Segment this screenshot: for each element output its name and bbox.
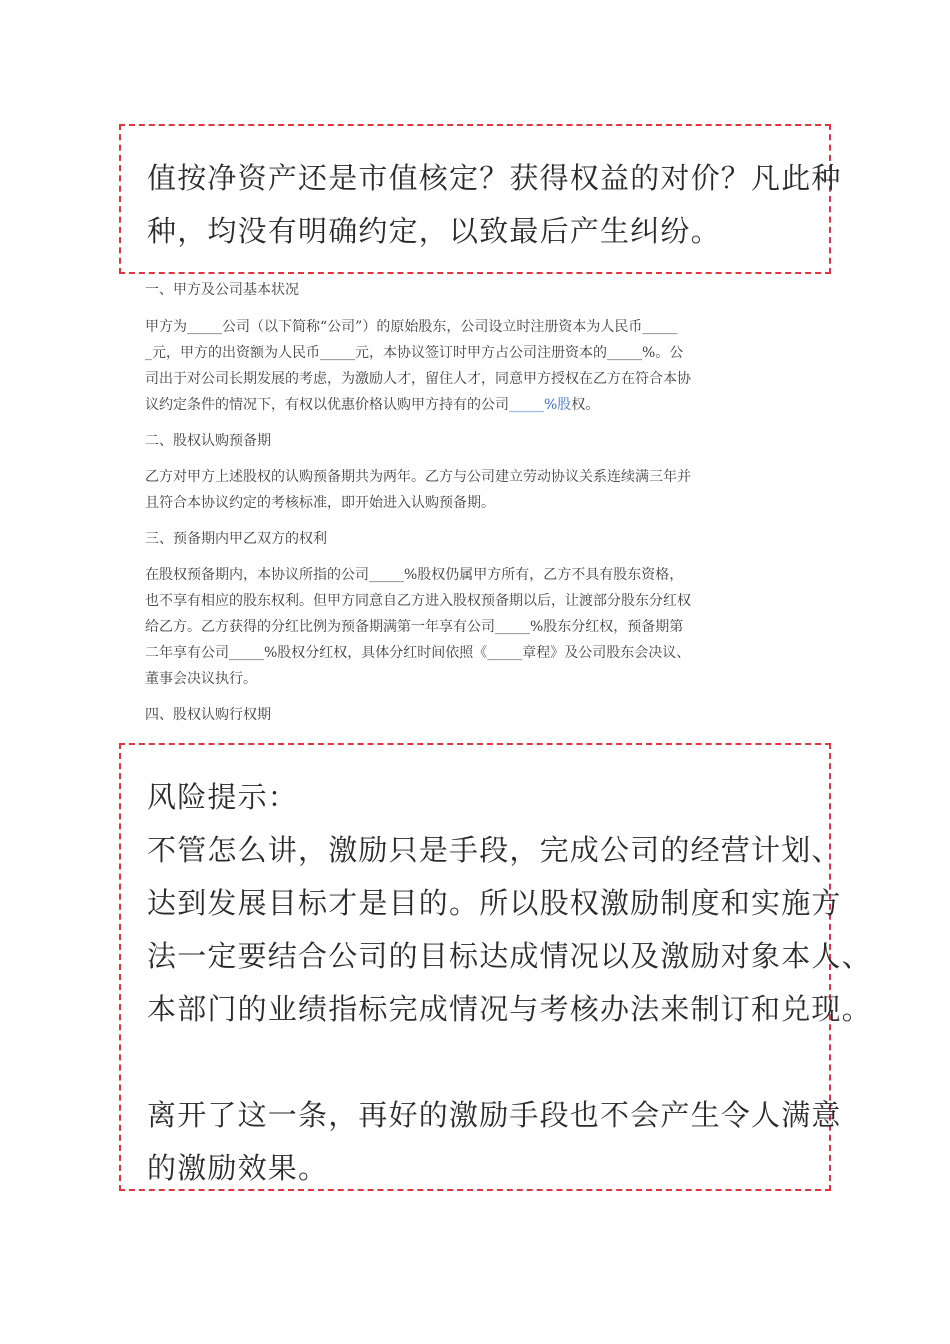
paragraph-line: _元，甲方的出资额为人民币_____元，本协议签订时甲方占公司注册资本的_____%。公 <box>145 345 684 361</box>
equity-share-link[interactable]: _____%股 <box>509 397 572 413</box>
callout-line: 离开了这一条，再好的激励手段也不会产生令人满意 <box>147 1098 842 1132</box>
paragraph-line: 司出于对公司长期发展的考虑，为激励人才，留住人才，同意甲方授权在乙方在符合本协 <box>145 371 691 387</box>
paragraph-line <box>145 392 805 418</box>
paragraph-line: 也不享有相应的股东权利。但甲方同意自乙方进入股权预备期以后，让渡部分股东分红权 <box>145 593 691 609</box>
callout-line: 不管怎么讲，激励只是手段，完成公司的经营计划、 <box>147 833 842 867</box>
section-paragraph <box>145 562 805 692</box>
callout-line: 的激励效果。 <box>147 1151 329 1185</box>
risk-warning-text <box>147 1089 842 1195</box>
section-paragraph <box>145 464 805 516</box>
section-heading: 三、预备期内甲乙双方的权利 <box>145 531 327 547</box>
paragraph-line: 乙方对甲方上述股权的认购预备期共为两年。乙方与公司建立劳动协议关系连续满三年并 <box>145 469 691 485</box>
section-paragraph <box>145 314 805 418</box>
contract-body <box>145 275 805 728</box>
callout-box-top <box>119 124 842 274</box>
paragraph-line: 且符合本协议约定的考核标准，即开始进入认购预备期。 <box>145 495 495 511</box>
paragraph-text: 议约定条件的情况下，有权以优惠价格认购甲方持有的公司 <box>145 397 509 413</box>
paragraph-line: 甲方为_____公司（以下简称“公司”）的原始股东，公司设立时注册资本为人民币_____ <box>145 319 678 335</box>
callout-line: 法一定要结合公司的目标达成情况以及激励对象本人、 <box>147 939 872 973</box>
paragraph-line: 董事会决议执行。 <box>145 671 257 687</box>
paragraph-text: 权。 <box>571 397 600 413</box>
callout-line: 种，均没有明确约定，以致最后产生纠纷。 <box>147 214 721 248</box>
callout-text <box>147 152 842 258</box>
paragraph-line: 给乙方。乙方获得的分红比例为预备期满第一年享有公司_____%股东分红权，预备期第 <box>145 619 684 635</box>
callout-line: 达到发展目标才是目的。所以股权激励制度和实施方 <box>147 886 842 920</box>
risk-warning-box <box>119 743 872 1191</box>
section-heading: 四、股权认购行权期 <box>145 707 271 723</box>
paragraph-line: 在股权预备期内，本协议所指的公司_____%股权仍属甲方所有，乙方不具有股东资格， <box>145 567 684 583</box>
section-heading: 二、股权认购预备期 <box>145 433 271 449</box>
risk-warning-title: 风险提示： <box>147 780 299 814</box>
paragraph-gap <box>147 1036 829 1089</box>
callout-line: 本部门的业绩指标完成情况与考核办法来制订和兑现。 <box>147 992 872 1026</box>
paragraph-line: 二年享有公司_____%股权分红权，具体分红时间依照《_____章程》及公司股东会决议、 <box>145 645 691 661</box>
section-heading: 一、甲方及公司基本状况 <box>145 282 299 298</box>
risk-warning-text <box>147 771 872 1036</box>
callout-line: 值按净资产还是市值核定？获得权益的对价？凡此种 <box>147 161 842 195</box>
